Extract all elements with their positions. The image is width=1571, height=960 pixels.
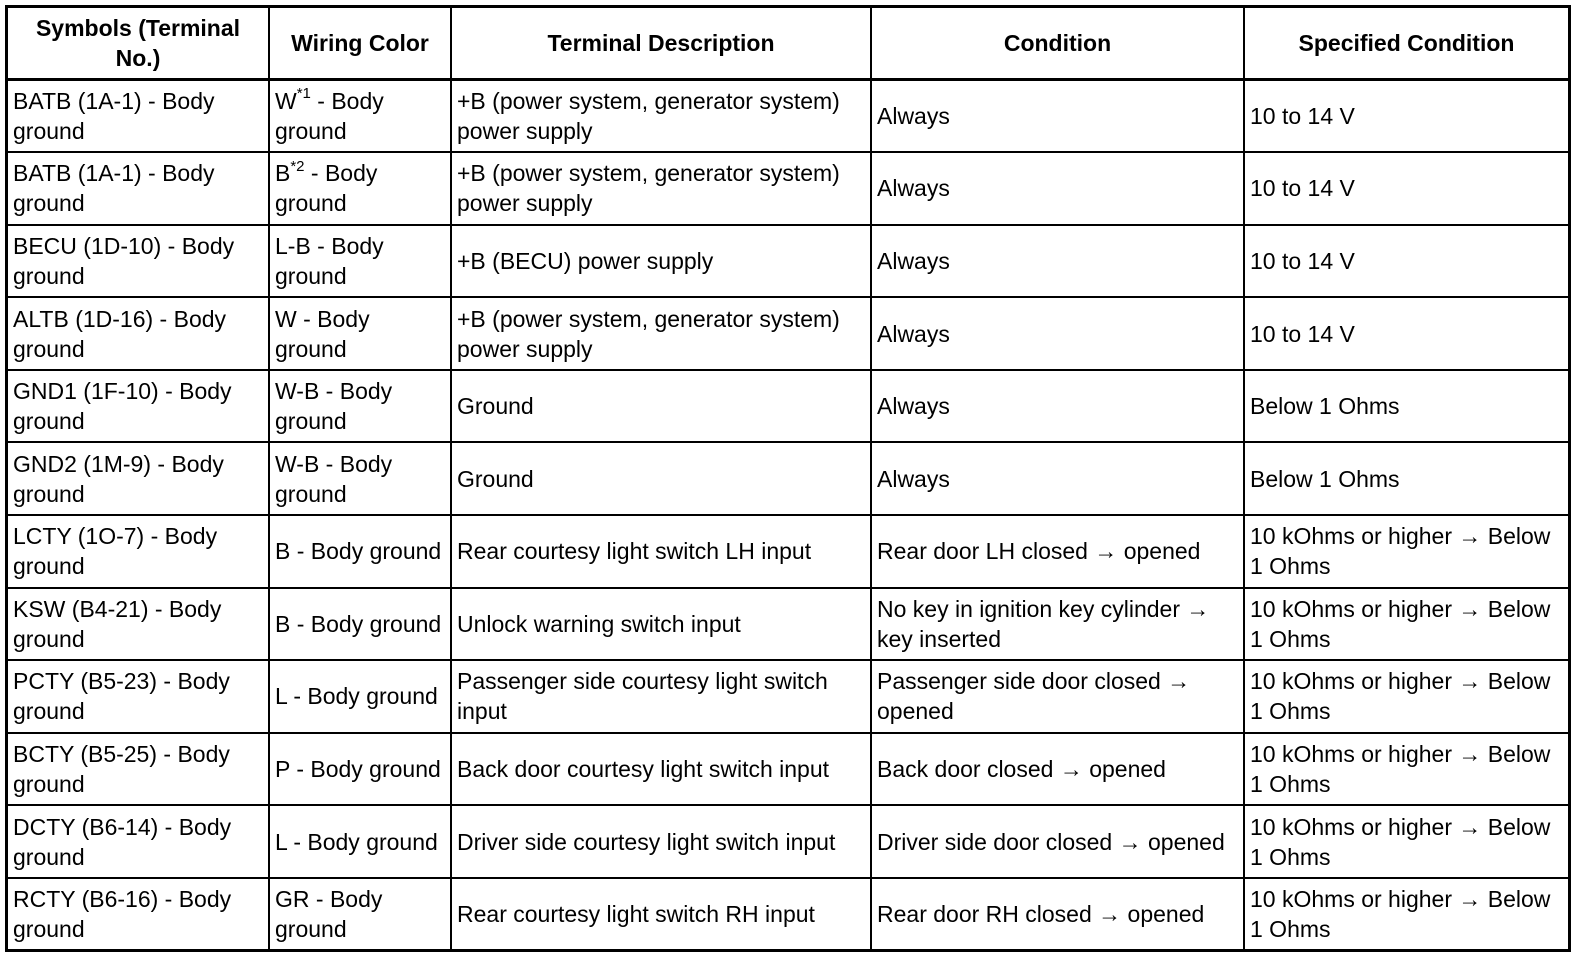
wiring-color-text: W-B - Body ground: [275, 378, 393, 435]
wiring-color-text: W - Body ground: [275, 305, 370, 362]
terminal-table: [5, 5, 1571, 952]
cell-symbol: BATB (1A-1) - Body ground: [7, 152, 270, 225]
cell-condition: Rear door LH closed → opened: [871, 515, 1244, 588]
cell-symbol: BCTY (B5-25) - Body ground: [7, 733, 270, 806]
table-row: [7, 442, 1570, 515]
table-row: [7, 297, 1570, 370]
table-body: [7, 80, 1570, 951]
cell-terminal-description: +B (BECU) power supply: [451, 225, 871, 298]
cell-wiring-color: [269, 442, 451, 515]
cell-terminal-description: Rear courtesy light switch LH input: [451, 515, 871, 588]
cell-symbol: LCTY (1O-7) - Body ground: [7, 515, 270, 588]
cell-symbol: GND1 (1F-10) - Body ground: [7, 370, 270, 443]
table-row: [7, 733, 1570, 806]
cell-wiring-color: [269, 152, 451, 225]
cell-wiring-color: [269, 370, 451, 443]
cell-condition: Always: [871, 152, 1244, 225]
cell-condition: Rear door RH closed → opened: [871, 878, 1244, 951]
cell-specified-condition: 10 kOhms or higher → Below 1 Ohms: [1244, 733, 1570, 806]
table-row: [7, 80, 1570, 153]
cell-specified-condition: 10 kOhms or higher → Below 1 Ohms: [1244, 805, 1570, 878]
cell-specified-condition: 10 kOhms or higher → Below 1 Ohms: [1244, 515, 1570, 588]
cell-terminal-description: Unlock warning switch input: [451, 588, 871, 661]
cell-specified-condition: 10 kOhms or higher → Below 1 Ohms: [1244, 878, 1570, 951]
wiring-color-rest: - Body ground: [275, 160, 378, 217]
wiring-color-text: L - Body ground: [275, 683, 438, 710]
cell-terminal-description: Back door courtesy light switch input: [451, 733, 871, 806]
table-row: [7, 878, 1570, 951]
cell-wiring-color: [269, 733, 451, 806]
cell-condition: Always: [871, 370, 1244, 443]
table-row: [7, 805, 1570, 878]
cell-condition: No key in ignition key cylinder → key inserted: [871, 588, 1244, 661]
cell-specified-condition: Below 1 Ohms: [1244, 442, 1570, 515]
cell-specified-condition: 10 to 14 V: [1244, 297, 1570, 370]
cell-wiring-color: [269, 660, 451, 733]
wiring-color-text: L-B - Body ground: [275, 232, 384, 289]
wiring-color-text: P - Body ground: [275, 755, 441, 782]
cell-symbol: DCTY (B6-14) - Body ground: [7, 805, 270, 878]
cell-wiring-color: [269, 225, 451, 298]
cell-wiring-color: [269, 297, 451, 370]
cell-specified-condition: Below 1 Ohms: [1244, 370, 1570, 443]
cell-condition: Always: [871, 80, 1244, 153]
header-symbols: Symbols (Terminal No.): [7, 7, 270, 80]
cell-specified-condition: 10 to 14 V: [1244, 152, 1570, 225]
cell-wiring-color: [269, 805, 451, 878]
cell-specified-condition: 10 kOhms or higher → Below 1 Ohms: [1244, 588, 1570, 661]
header-wiring-color: Wiring Color: [269, 7, 451, 80]
cell-symbol: PCTY (B5-23) - Body ground: [7, 660, 270, 733]
cell-symbol: KSW (B4-21) - Body ground: [7, 588, 270, 661]
cell-condition: Passenger side door closed → opened: [871, 660, 1244, 733]
wiring-color-text: B: [275, 160, 291, 187]
cell-terminal-description: Ground: [451, 370, 871, 443]
cell-specified-condition: 10 to 14 V: [1244, 225, 1570, 298]
cell-wiring-color: [269, 515, 451, 588]
cell-symbol: BATB (1A-1) - Body ground: [7, 80, 270, 153]
cell-wiring-color: [269, 588, 451, 661]
terminal-table-container: [5, 5, 1551, 952]
table-row: [7, 370, 1570, 443]
cell-terminal-description: Driver side courtesy light switch input: [451, 805, 871, 878]
cell-symbol: BECU (1D-10) - Body ground: [7, 225, 270, 298]
table-header: [7, 7, 1570, 80]
cell-condition: Driver side door closed → opened: [871, 805, 1244, 878]
cell-terminal-description: Rear courtesy light switch RH input: [451, 878, 871, 951]
cell-wiring-color: [269, 878, 451, 951]
header-terminal-description: Terminal Description: [451, 7, 871, 80]
cell-condition: Back door closed → opened: [871, 733, 1244, 806]
wiring-color-text: L - Body ground: [275, 828, 438, 855]
wiring-color-text: GR - Body ground: [275, 885, 383, 942]
cell-condition: Always: [871, 297, 1244, 370]
wiring-color-text: W: [275, 88, 297, 115]
cell-terminal-description: Ground: [451, 442, 871, 515]
cell-condition: Always: [871, 442, 1244, 515]
cell-symbol: RCTY (B6-16) - Body ground: [7, 878, 270, 951]
wiring-color-text: B - Body ground: [275, 610, 442, 637]
wiring-color-text: W-B - Body ground: [275, 450, 393, 507]
wiring-color-text: B - Body ground: [275, 538, 442, 565]
header-condition: Condition: [871, 7, 1244, 80]
cell-symbol: GND2 (1M-9) - Body ground: [7, 442, 270, 515]
cell-terminal-description: Passenger side courtesy light switch input: [451, 660, 871, 733]
cell-condition: Always: [871, 225, 1244, 298]
cell-specified-condition: 10 kOhms or higher → Below 1 Ohms: [1244, 660, 1570, 733]
table-row: [7, 225, 1570, 298]
cell-specified-condition: 10 to 14 V: [1244, 80, 1570, 153]
table-row: [7, 660, 1570, 733]
table-row: [7, 515, 1570, 588]
cell-symbol: ALTB (1D-16) - Body ground: [7, 297, 270, 370]
cell-terminal-description: +B (power system, generator system) power supply: [451, 152, 871, 225]
footnote-marker: *2: [290, 157, 305, 175]
cell-wiring-color: [269, 80, 451, 153]
header-specified-condition: Specified Condition: [1244, 7, 1570, 80]
cell-terminal-description: +B (power system, generator system) power supply: [451, 297, 871, 370]
wiring-color-rest: - Body ground: [275, 88, 384, 145]
header-row: [7, 7, 1570, 80]
table-row: [7, 152, 1570, 225]
footnote-marker: *1: [296, 85, 311, 103]
cell-terminal-description: +B (power system, generator system) power supply: [451, 80, 871, 153]
table-row: [7, 588, 1570, 661]
